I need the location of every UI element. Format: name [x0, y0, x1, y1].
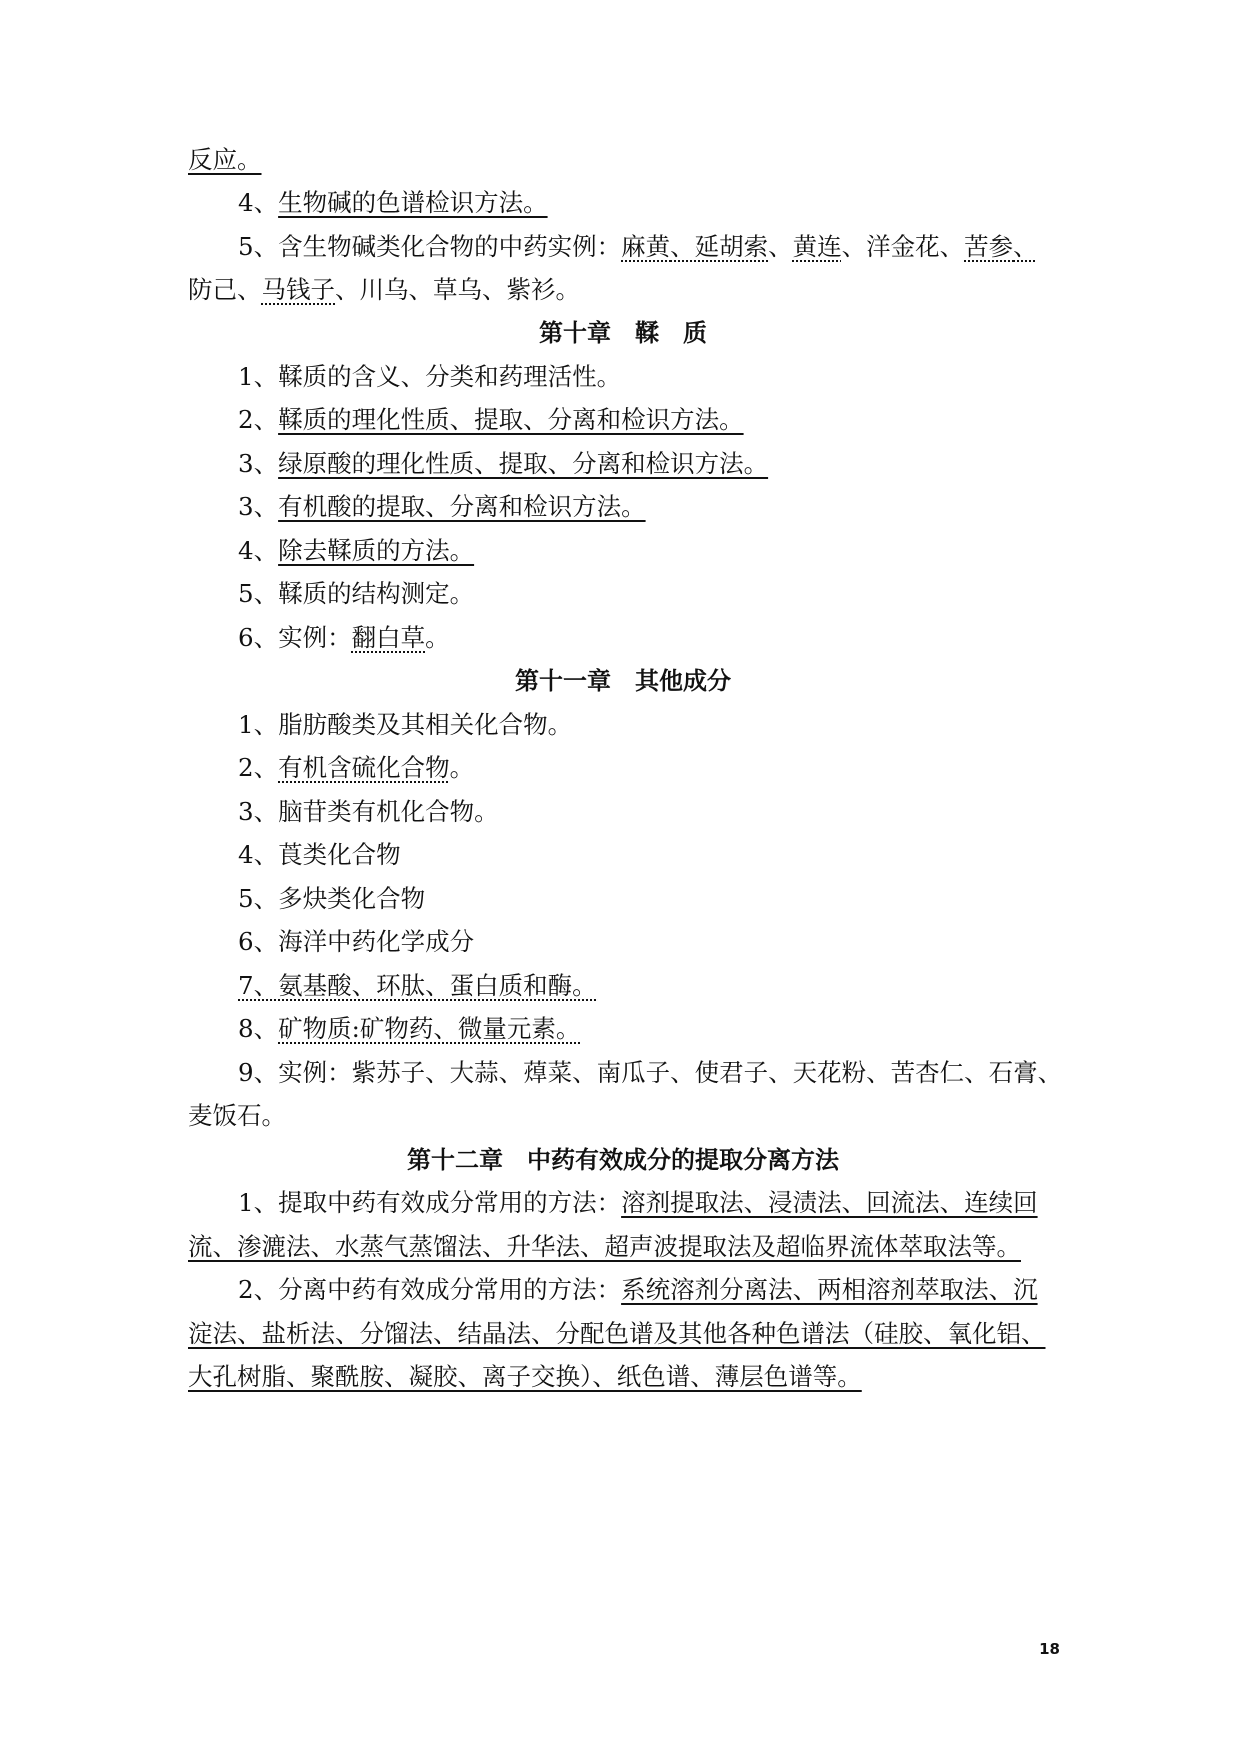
- item-number: 5、: [238, 232, 279, 261]
- item-number: 3、: [238, 797, 279, 826]
- list-item: 9、实例：紫苏子、大蒜、蔊菜、南瓜子、使君子、天花粉、苦杏仁、石膏、: [238, 1058, 1063, 1087]
- item-number: 3、: [238, 449, 279, 478]
- list-item: [238, 751, 1058, 785]
- chapter-heading: 第十二章 中药有效成分的提取分离方法: [407, 1146, 839, 1174]
- item-number: 4、: [238, 188, 279, 217]
- underlined-text: 大孔树脂、聚酰胺、凝胶、离子交换）、纸色谱、薄层色谱等。: [188, 1362, 862, 1391]
- item-text: 、: [768, 232, 793, 261]
- item-number: 6、: [238, 927, 279, 956]
- item-number: 1、: [238, 710, 279, 739]
- page-number: 18: [1039, 1640, 1060, 1658]
- item-text: 鞣质的结构测定。: [278, 579, 475, 608]
- dotted-text: 马钱子: [261, 275, 335, 304]
- list-item: [238, 230, 1058, 264]
- paragraph-line: [188, 1360, 1058, 1394]
- dotted-text: 麻黄: [621, 232, 671, 261]
- item-number: 3、: [238, 492, 279, 521]
- list-item: [238, 969, 1058, 1003]
- item-text: 鞣质的含义、分类和药理活性。: [278, 362, 622, 391]
- dotted-text: 矿物质:矿物药、微量元素。: [278, 1014, 581, 1043]
- list-item: [238, 534, 1058, 568]
- item-text: 、川乌、草乌、紫衫。: [335, 275, 580, 304]
- list-item: [238, 360, 1058, 394]
- underlined-text: 绿原酸的理化性质、提取、分离和检识方法。: [278, 449, 769, 478]
- list-item: [238, 882, 1058, 916]
- list-item: [238, 403, 1058, 437]
- text-line: 麦饭石。: [188, 1101, 286, 1130]
- item-text: 。: [449, 753, 475, 782]
- list-item: [238, 795, 1058, 829]
- item-number: 4、: [238, 840, 279, 869]
- underlined-text: 溶剂提取法、浸渍法、回流法、连续回: [621, 1188, 1038, 1217]
- item-text: 脂肪酸类及其相关化合物。: [278, 710, 573, 739]
- text-line: [188, 143, 1058, 177]
- dotted-text: 、: [670, 232, 695, 261]
- item-number: 5、: [238, 579, 279, 608]
- list-item: [238, 838, 1058, 872]
- item-text: 莨类化合物: [278, 840, 401, 869]
- item-text: 防己、: [188, 275, 262, 304]
- list-item: [238, 925, 1058, 959]
- item-text: 。: [425, 623, 450, 652]
- item-number: 6、实例：: [238, 623, 352, 652]
- underlined-text: 流、渗漉法、水蒸气蒸馏法、升华法、超声波提取法及超临界流体萃取法等。: [188, 1232, 1021, 1261]
- chapter-heading: 第十章 鞣 质: [539, 319, 707, 347]
- list-item: [238, 186, 1058, 220]
- item-text: 1、提取中药有效成分常用的方法：: [238, 1188, 622, 1217]
- paragraph-line: [238, 1273, 1058, 1307]
- dotted-text: 黄连: [792, 232, 842, 261]
- item-text: 多炔类化合物: [278, 884, 426, 913]
- text-line: [188, 273, 1058, 307]
- underlined-text: 生物碱的色谱检识方法。: [278, 188, 548, 217]
- dotted-text: 有机含硫化合物: [278, 753, 450, 782]
- underlined-text: 反应。: [188, 145, 262, 174]
- item-text: 脑苷类有机化合物。: [278, 797, 499, 826]
- paragraph-line: [188, 1317, 1058, 1351]
- chapter-heading: 第十一章 其他成分: [515, 667, 731, 695]
- underlined-text: 除去鞣质的方法。: [278, 536, 475, 565]
- paragraph-line: [188, 1230, 1058, 1264]
- list-item: [238, 708, 1058, 742]
- dotted-text: 7、氨基酸、环肽、蛋白质和酶。: [238, 971, 597, 1000]
- list-item: [238, 447, 1058, 481]
- dotted-text: 延胡索: [694, 232, 769, 261]
- item-number: 2、: [238, 405, 279, 434]
- item-number: 5、: [238, 884, 279, 913]
- list-item: [238, 621, 1058, 655]
- underlined-text: 鞣质的理化性质、提取、分离和检识方法。: [278, 405, 744, 434]
- list-item: [238, 577, 1058, 611]
- dotted-text: 苦参: [964, 232, 1014, 261]
- item-number: 1、: [238, 362, 279, 391]
- item-number: 2、: [238, 753, 279, 782]
- underlined-text: 系统溶剂分离法、两相溶剂萃取法、沉: [621, 1275, 1038, 1304]
- item-number: 8、: [238, 1014, 279, 1043]
- item-text: 2、分离中药有效成分常用的方法：: [238, 1275, 622, 1304]
- dotted-text: 翻白草: [351, 623, 426, 652]
- list-item: [238, 1012, 1058, 1046]
- paragraph-line: [238, 1186, 1058, 1220]
- list-item: [238, 490, 1058, 524]
- dotted-text: 、: [1013, 232, 1038, 261]
- item-text: 含生物碱类化合物的中药实例：: [278, 232, 622, 261]
- item-text: 、洋金花、: [841, 232, 965, 261]
- item-text: 海洋中药化学成分: [278, 927, 475, 956]
- underlined-text: 淀法、盐析法、分馏法、结晶法、分配色谱及其他各种色谱法（硅胶、氧化铝、: [188, 1319, 1046, 1348]
- item-number: 4、: [238, 536, 279, 565]
- underlined-text: 有机酸的提取、分离和检识方法。: [278, 492, 646, 521]
